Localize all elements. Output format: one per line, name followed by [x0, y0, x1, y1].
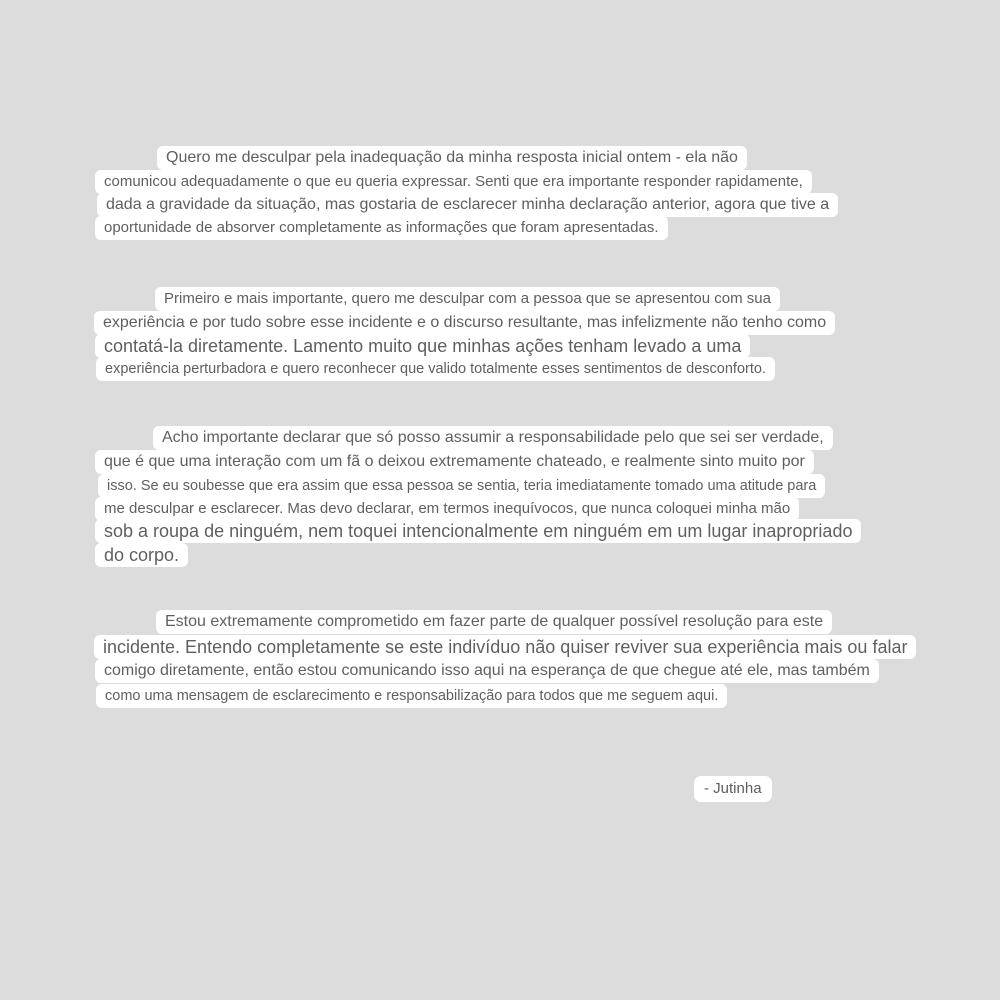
paragraph-line: do corpo.: [95, 543, 188, 567]
paragraph-line: experiência e por tudo sobre esse incidente e o discurso resultante, mas infelizmente não tenho como: [94, 311, 835, 335]
paragraph-line: experiência perturbadora e quero reconhecer que valido totalmente esses sentimentos de desconforto.: [96, 357, 775, 381]
paragraph-line: dada a gravidade da situação, mas gostaria de esclarecer minha declaração anterior, agora que tive a: [97, 193, 838, 217]
paragraph-line: Acho importante declarar que só posso assumir a responsabilidade pelo que sei ser verdade,: [153, 426, 833, 450]
paragraph-line: contatá-la diretamente. Lamento muito que minhas ações tenham levado a uma: [95, 334, 750, 358]
paragraph-line: que é que uma interação com um fã o deixou extremamente chateado, e realmente sinto muito por: [95, 450, 814, 474]
paragraph-line: me desculpar e esclarecer. Mas devo declarar, em termos inequívocos, que nunca coloquei minha mão: [95, 497, 799, 521]
paragraph-line: Primeiro e mais importante, quero me desculpar com a pessoa que se apresentou com sua: [155, 287, 780, 311]
paragraph-line: comunicou adequadamente o que eu queria expressar. Senti que era importante responder rapidamente,: [95, 170, 812, 194]
paragraph-line: isso. Se eu soubesse que era assim que essa pessoa se sentia, teria imediatamente tomado uma atitude para: [98, 474, 825, 498]
paragraph-line: Estou extremamente comprometido em fazer parte de qualquer possível resolução para este: [156, 610, 832, 634]
paragraph-line: incidente. Entendo completamente se este indivíduo não quiser reviver sua experiência mais ou falar: [94, 635, 916, 659]
paragraph-line: sob a roupa de ninguém, nem toquei intencionalmente em ninguém em um lugar inapropriado: [95, 519, 861, 543]
paragraph-line: comigo diretamente, então estou comunicando isso aqui na esperança de que chegue até ele, mas também: [95, 659, 879, 683]
paragraph-line: como uma mensagem de esclarecimento e responsabilização para todos que me seguem aqui.: [96, 684, 727, 708]
signature: - Jutinha: [694, 776, 772, 802]
paragraph-line: Quero me desculpar pela inadequação da minha resposta inicial ontem - ela não: [157, 146, 747, 170]
paragraph-line: oportunidade de absorver completamente as informações que foram apresentadas.: [95, 216, 668, 240]
